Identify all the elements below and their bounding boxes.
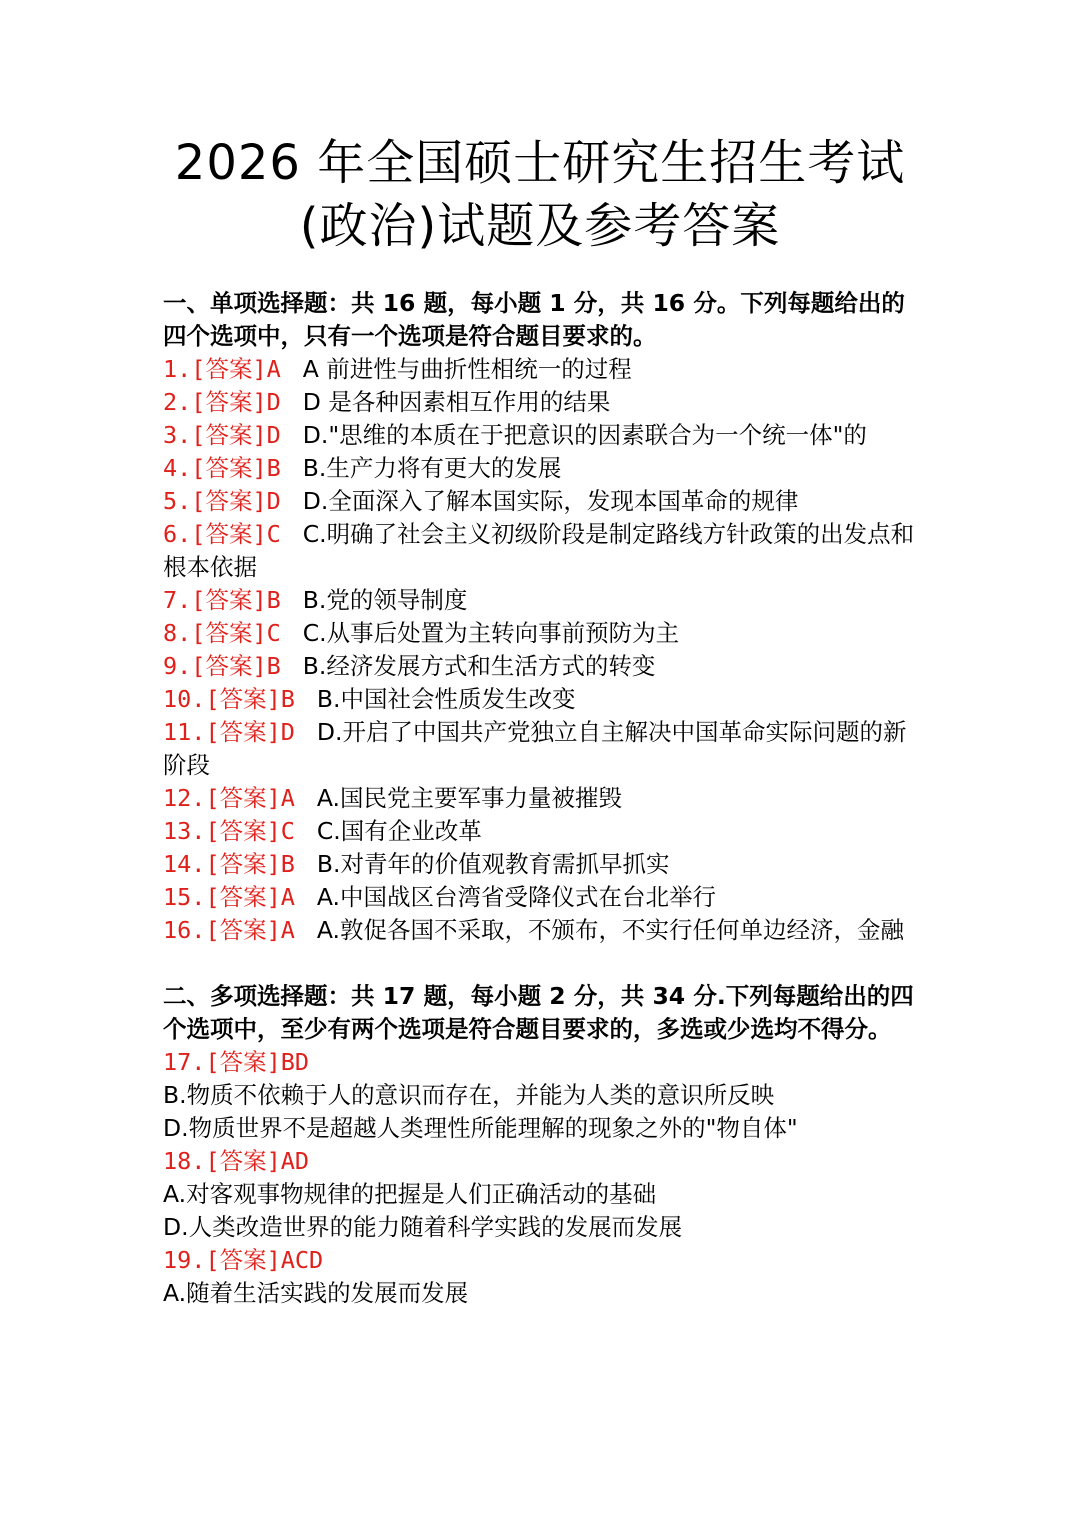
document-title-line-1: 2026 年全国硕士研究生招生考试 [174, 135, 906, 191]
answer-item [163, 353, 923, 386]
answer-text: B.经济发展方式和生活方式的转变 [302, 652, 656, 680]
answer-key: 1.[答案]A [163, 355, 281, 383]
answer-text: B.对青年的价值观教育需抓早抓实 [316, 850, 670, 878]
section-1-heading: 一、单项选择题：共 16 题，每小题 1 分，共 16 分。下列每题给出的四个选项中，只有一个选项是符合题目要求的。 [163, 289, 905, 350]
answer-text: C.国有企业改革 [316, 817, 482, 845]
section-2-answer-list [163, 1046, 923, 1310]
answer-option-text: D.物质世界不是超越人类理性所能理解的现象之外的"物自体" [163, 1114, 798, 1142]
answer-option-text: A.对客观事物规律的把握是人们正确活动的基础 [163, 1180, 657, 1208]
answer-key: 10.[答案]B [163, 685, 295, 713]
answer-text: A 前进性与曲折性相统一的过程 [302, 355, 632, 383]
answer-key: 18.[答案]AD [163, 1147, 310, 1175]
answer-item [163, 848, 923, 881]
answer-item [163, 782, 923, 815]
answer-text: B.党的领导制度 [302, 586, 468, 614]
answer-text: C.从事后处置为主转向事前预防为主 [302, 619, 680, 647]
section-divider-space [163, 947, 923, 980]
answer-key: 4.[答案]B [163, 454, 281, 482]
answer-text: D.开启了中国共产党独立自主解决中国革命实际问题的新阶段 [163, 718, 907, 779]
answer-text: D 是各种因素相互作用的结果 [302, 388, 611, 416]
answer-key: 16.[答案]A [163, 916, 295, 944]
answer-item [163, 452, 923, 485]
answer-key: 17.[答案]BD [163, 1048, 310, 1076]
answer-item [163, 914, 923, 947]
answer-key: 5.[答案]D [163, 487, 281, 515]
answer-key: 15.[答案]A [163, 883, 295, 911]
document-body [163, 287, 923, 1310]
answer-text: D."思维的本质在于把意识的因素联合为一个统一体"的 [302, 421, 867, 449]
answer-item [163, 617, 923, 650]
answer-item [163, 683, 923, 716]
answer-key: 7.[答案]B [163, 586, 281, 614]
answer-text: C.明确了社会主义初级阶段是制定路线方针政策的出发点和根本依据 [163, 520, 915, 581]
answer-item [163, 419, 923, 452]
answer-key: 3.[答案]D [163, 421, 281, 449]
answer-text: B.中国社会性质发生改变 [316, 685, 576, 713]
answer-key: 2.[答案]D [163, 388, 281, 416]
answer-key: 12.[答案]A [163, 784, 295, 812]
answer-key: 19.[答案]ACD [163, 1246, 324, 1274]
answer-item [163, 584, 923, 617]
answer-key: 6.[答案]C [163, 520, 281, 548]
answer-key: 9.[答案]B [163, 652, 281, 680]
answer-text: A.中国战区台湾省受降仪式在台北举行 [316, 883, 717, 911]
answer-text: A.敦促各国不采取，不颁布，不实行任何单边经济，金融 [316, 916, 905, 944]
answer-text: B.生产力将有更大的发展 [302, 454, 562, 482]
answer-option-text: A.随着生活实践的发展而发展 [163, 1279, 469, 1307]
answer-item [163, 386, 923, 419]
answer-item [163, 485, 923, 518]
answer-key: 13.[答案]C [163, 817, 295, 845]
answer-item [163, 650, 923, 683]
answer-item [163, 881, 923, 914]
document-title-line-2: (政治)试题及参考答案 [299, 198, 781, 254]
answer-item [163, 716, 923, 782]
answer-option-text: D.人类改造世界的能力随着科学实践的发展而发展 [163, 1213, 683, 1241]
answer-key: 8.[答案]C [163, 619, 281, 647]
answer-key: 11.[答案]D [163, 718, 295, 746]
answer-key: 14.[答案]B [163, 850, 295, 878]
answer-option-text: B.物质不依赖于人的意识而存在，并能为人类的意识所反映 [163, 1081, 775, 1109]
section-1-answer-list [163, 353, 923, 947]
answer-text: A.国民党主要军事力量被摧毁 [316, 784, 623, 812]
answer-text: D.全面深入了解本国实际，发现本国革命的规律 [302, 487, 799, 515]
answer-item [163, 815, 923, 848]
answer-item [163, 518, 923, 584]
section-2-heading: 二、多项选择题：共 17 题，每小题 2 分，共 34 分.下列每题给出的四个选项中，至少有两个选项是符合题目要求的，多选或少选均不得分。 [163, 982, 914, 1043]
